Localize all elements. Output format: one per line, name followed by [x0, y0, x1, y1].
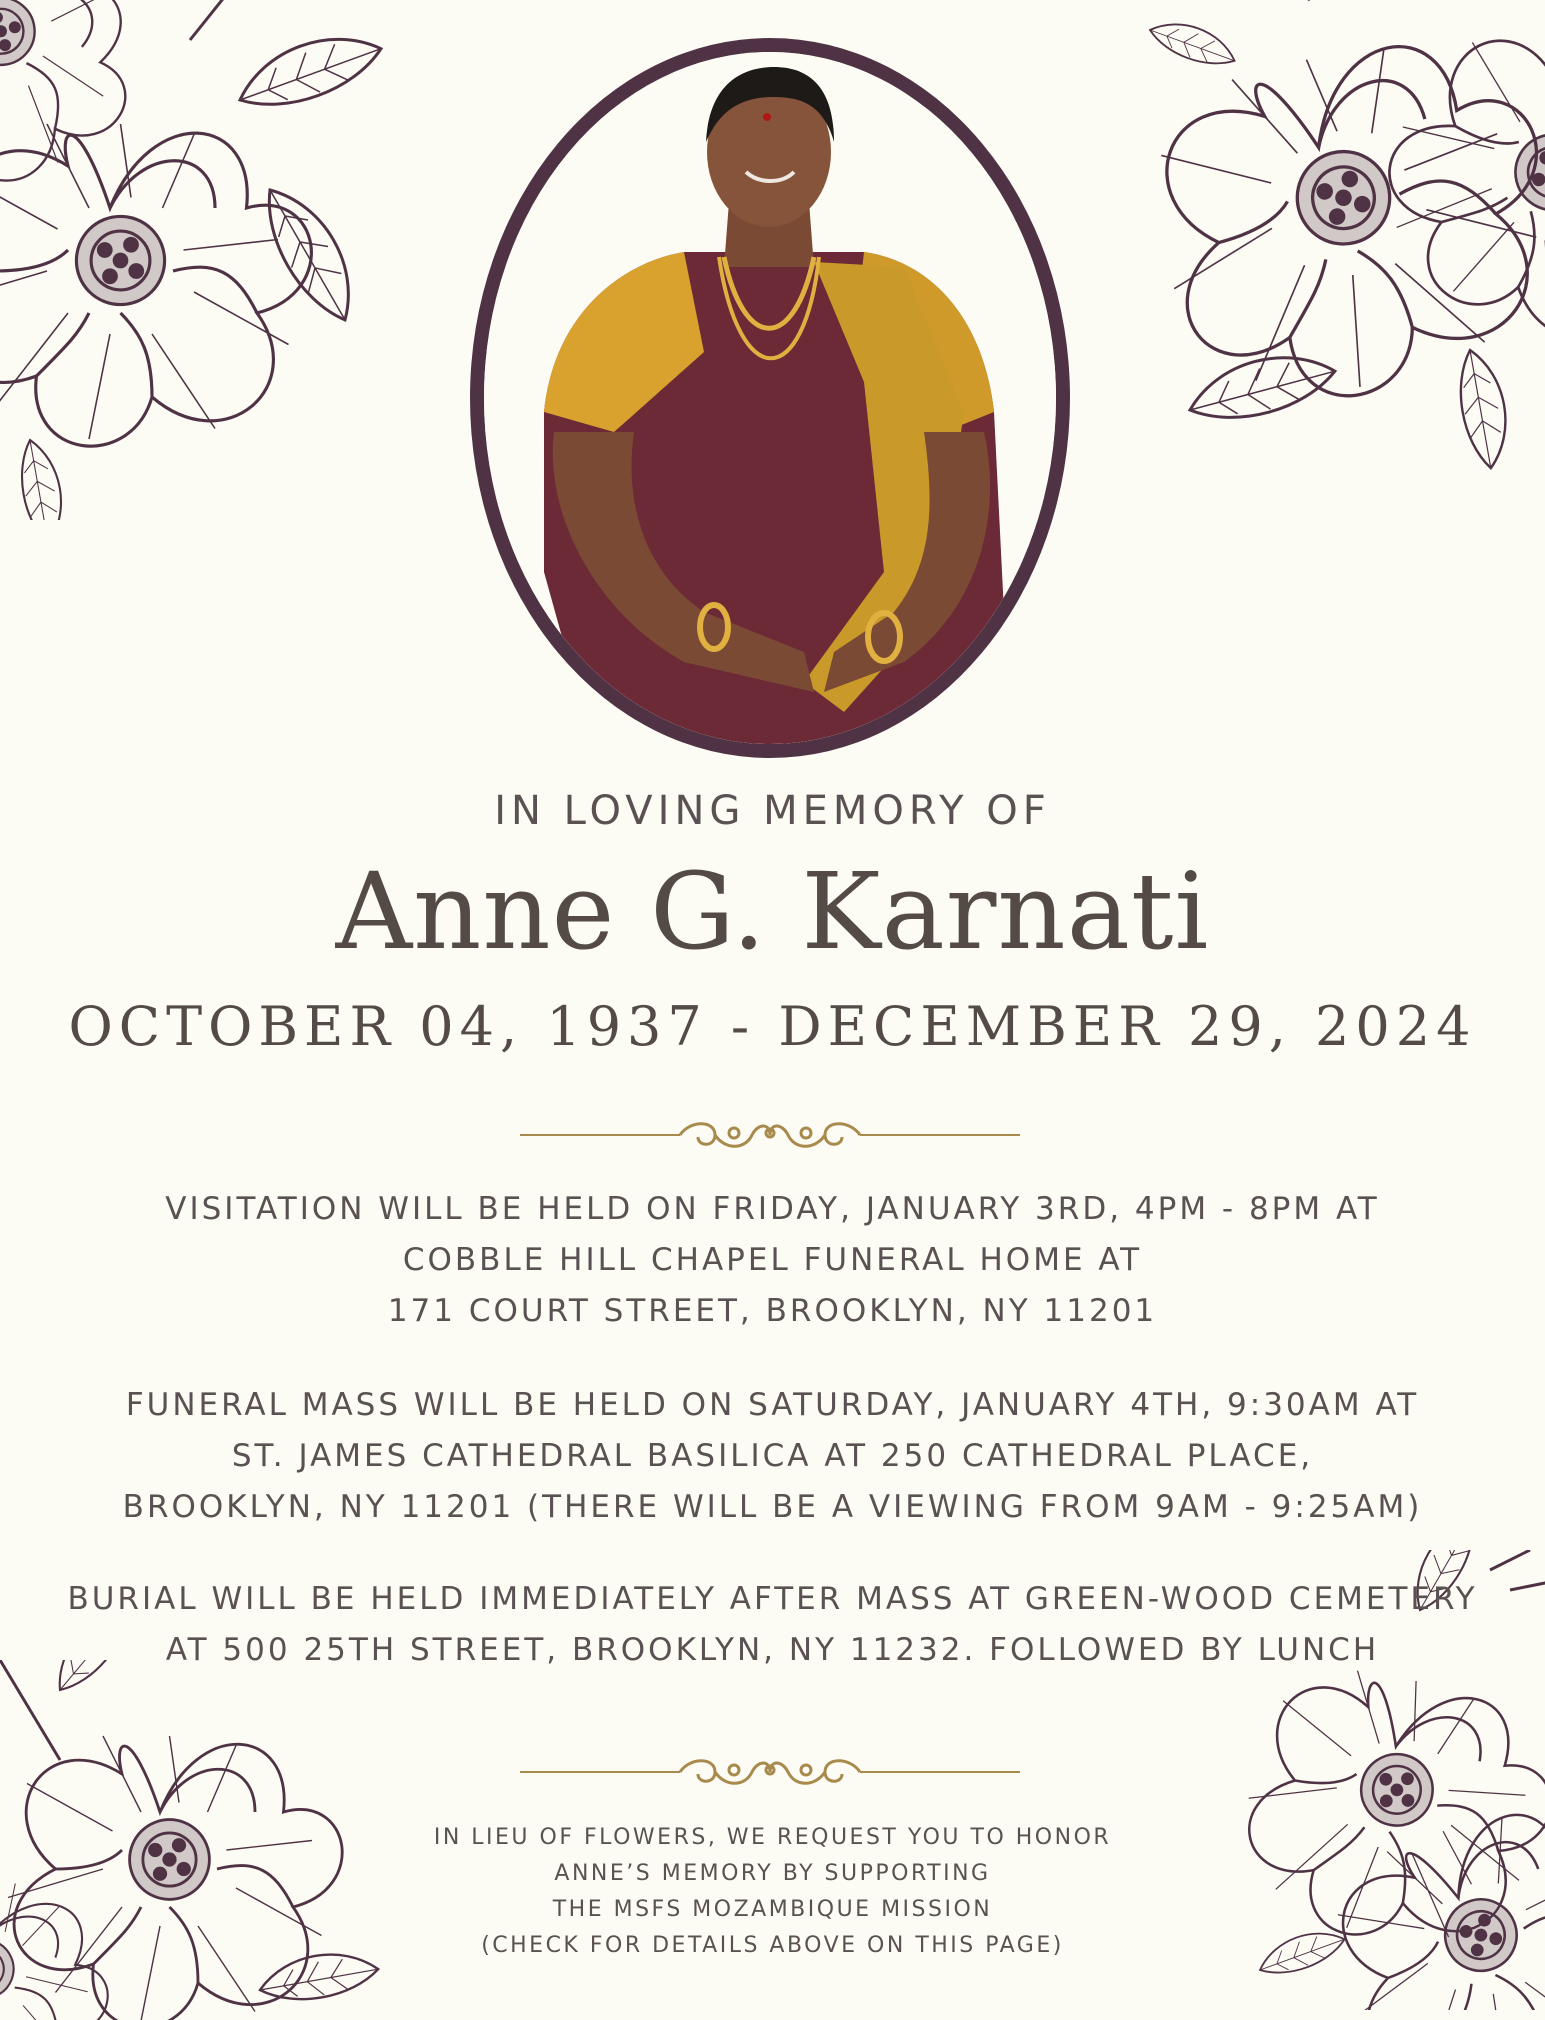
portrait-illustration	[484, 52, 1056, 744]
funeral-mass-line: FUNERAL MASS WILL BE HELD ON SATURDAY, JANUARY 4TH, 9:30AM AT	[125, 1387, 1420, 1423]
funeral-mass-line: ST. JAMES CATHEDRAL BASILICA AT 250 CATHEDRAL PLACE,	[231, 1438, 1314, 1474]
donation-line: (CHECK FOR DETAILS ABOVE ON THIS PAGE)	[481, 1933, 1064, 1958]
ornamental-scroll-divider-icon	[520, 1115, 1020, 1155]
burial-details	[0, 1574, 1545, 1676]
visitation-details	[0, 1184, 1545, 1337]
visitation-line: COBBLE HILL CHAPEL FUNERAL HOME AT	[402, 1242, 1143, 1278]
donation-line: THE MSFS MOZAMBIQUE MISSION	[552, 1897, 993, 1922]
portrait-photo	[470, 38, 1070, 758]
intro-heading: IN LOVING MEMORY OF	[494, 788, 1051, 834]
burial-line: AT 500 25TH STREET, BROOKLYN, NY 11232. FOLLOWED BY LUNCH	[165, 1632, 1380, 1668]
floral-engraving-icon	[1130, 0, 1545, 540]
funeral-mass-line: BROOKLYN, NY 11201 (THERE WILL BE A VIEWING FROM 9AM - 9:25AM)	[122, 1489, 1423, 1525]
donation-note	[0, 1820, 1545, 1964]
donation-line: IN LIEU OF FLOWERS, WE REQUEST YOU TO HONOR	[433, 1825, 1112, 1850]
deceased-name: Anne G. Karnati	[335, 850, 1210, 973]
ornamental-scroll-divider-icon	[520, 1752, 1020, 1792]
life-dates: OCTOBER 04, 1937 - DECEMBER 29, 2024	[68, 995, 1477, 1058]
visitation-line: VISITATION WILL BE HELD ON FRIDAY, JANUARY 3RD, 4PM - 8PM AT	[165, 1191, 1380, 1227]
donation-line: ANNE’S MEMORY BY SUPPORTING	[554, 1861, 991, 1886]
funeral-mass-details	[0, 1380, 1545, 1533]
floral-engraving-icon	[0, 0, 420, 520]
burial-line: BURIAL WILL BE HELD IMMEDIATELY AFTER MASS AT GREEN-WOOD CEMETERY	[67, 1581, 1478, 1617]
visitation-line: 171 COURT STREET, BROOKLYN, NY 11201	[387, 1293, 1158, 1329]
